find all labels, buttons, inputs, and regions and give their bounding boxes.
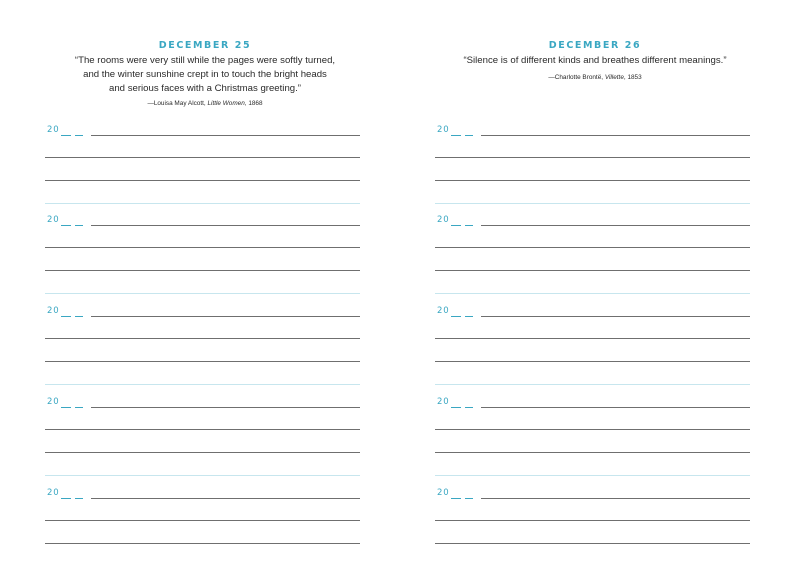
attribution-work: Little Women [207,100,245,107]
year-prefix: 20 [47,125,60,135]
writing-line[interactable] [435,520,750,521]
year-prefix: 20 [47,488,60,498]
attribution-year: , 1868 [244,100,263,107]
quote-attribution [435,74,755,81]
writing-line[interactable] [481,407,750,408]
year-blank [61,316,71,317]
year-field[interactable] [435,488,755,501]
year-field[interactable] [45,125,365,138]
writing-line[interactable] [91,316,360,317]
writing-line[interactable] [45,247,360,248]
year-entry-3 [45,306,365,399]
writing-line[interactable] [91,225,360,226]
year-blank [61,498,71,499]
year-blank [465,498,473,499]
page-date-heading: DECEMBER 26 [548,40,642,51]
writing-line[interactable] [45,157,360,158]
year-field[interactable] [45,488,365,501]
writing-line[interactable] [91,498,360,499]
entry-separator [45,475,360,476]
year-entry-2 [435,215,755,308]
writing-line[interactable] [435,338,750,339]
year-prefix: 20 [437,397,450,407]
year-blank [451,407,461,408]
year-blank [451,225,461,226]
year-blank [75,135,83,136]
quote-line: and the winter sunshine crept in to touch the bright heads [83,69,327,80]
year-prefix: 20 [437,215,450,225]
year-entry-4 [45,397,365,490]
journal-page-december-25 [45,0,365,585]
writing-line[interactable] [481,225,750,226]
year-entry-5 [435,488,755,581]
page-date-heading: DECEMBER 25 [158,40,252,51]
year-blank [75,498,83,499]
writing-line[interactable] [91,407,360,408]
year-blank [465,407,473,408]
quote-attribution [45,100,365,107]
writing-line[interactable] [435,180,750,181]
writing-line[interactable] [435,247,750,248]
writing-line[interactable] [481,316,750,317]
writing-line[interactable] [435,157,750,158]
entry-separator [435,475,750,476]
year-field[interactable] [435,306,755,319]
daily-quote [435,54,755,68]
year-entry-1 [435,125,755,218]
writing-line[interactable] [435,270,750,271]
year-field[interactable] [45,215,365,228]
year-entry-5 [45,488,365,581]
year-field[interactable] [435,125,755,138]
entry-separator [435,293,750,294]
year-blank [61,225,71,226]
writing-line[interactable] [435,429,750,430]
year-prefix: 20 [47,215,60,225]
year-field[interactable] [435,397,755,410]
year-blank [451,316,461,317]
writing-line[interactable] [45,452,360,453]
journal-page-december-26 [435,0,755,585]
writing-line[interactable] [45,520,360,521]
writing-line[interactable] [45,361,360,362]
entry-separator [45,384,360,385]
entry-separator [435,203,750,204]
year-blank [61,135,71,136]
year-blank [75,316,83,317]
year-prefix: 20 [437,488,450,498]
year-blank [465,135,473,136]
year-field[interactable] [45,397,365,410]
quote-line: “Silence is of different kinds and breathes different meanings.” [463,55,727,66]
writing-line[interactable] [45,429,360,430]
year-field[interactable] [435,215,755,228]
attribution-year: , 1853 [623,74,642,81]
writing-line[interactable] [91,135,360,136]
year-prefix: 20 [47,397,60,407]
year-entry-3 [435,306,755,399]
attribution-author: —Louisa May Alcott, [147,100,208,107]
quote-line: “The rooms were very still while the pages were softly turned, [74,55,336,66]
entry-separator [45,293,360,294]
entry-separator [435,384,750,385]
writing-line[interactable] [481,498,750,499]
year-blank [465,225,473,226]
year-blank [465,316,473,317]
year-blank [451,135,461,136]
attribution-author: —Charlotte Brontë, [548,74,605,81]
writing-line[interactable] [435,361,750,362]
year-blank [451,498,461,499]
writing-line[interactable] [45,543,360,544]
year-blank [61,407,71,408]
year-prefix: 20 [437,306,450,316]
writing-line[interactable] [435,452,750,453]
writing-line[interactable] [45,270,360,271]
daily-quote [45,54,365,96]
year-blank [75,407,83,408]
year-blank [75,225,83,226]
writing-line[interactable] [435,543,750,544]
year-prefix: 20 [47,306,60,316]
entry-separator [45,203,360,204]
writing-line[interactable] [481,135,750,136]
writing-line[interactable] [45,180,360,181]
year-entry-1 [45,125,365,218]
attribution-work: Villette [604,74,624,81]
year-field[interactable] [45,306,365,319]
quote-line: and serious faces with a Christmas greeting.” [109,83,301,94]
year-entry-2 [45,215,365,308]
year-prefix: 20 [437,125,450,135]
year-entry-4 [435,397,755,490]
writing-line[interactable] [45,338,360,339]
